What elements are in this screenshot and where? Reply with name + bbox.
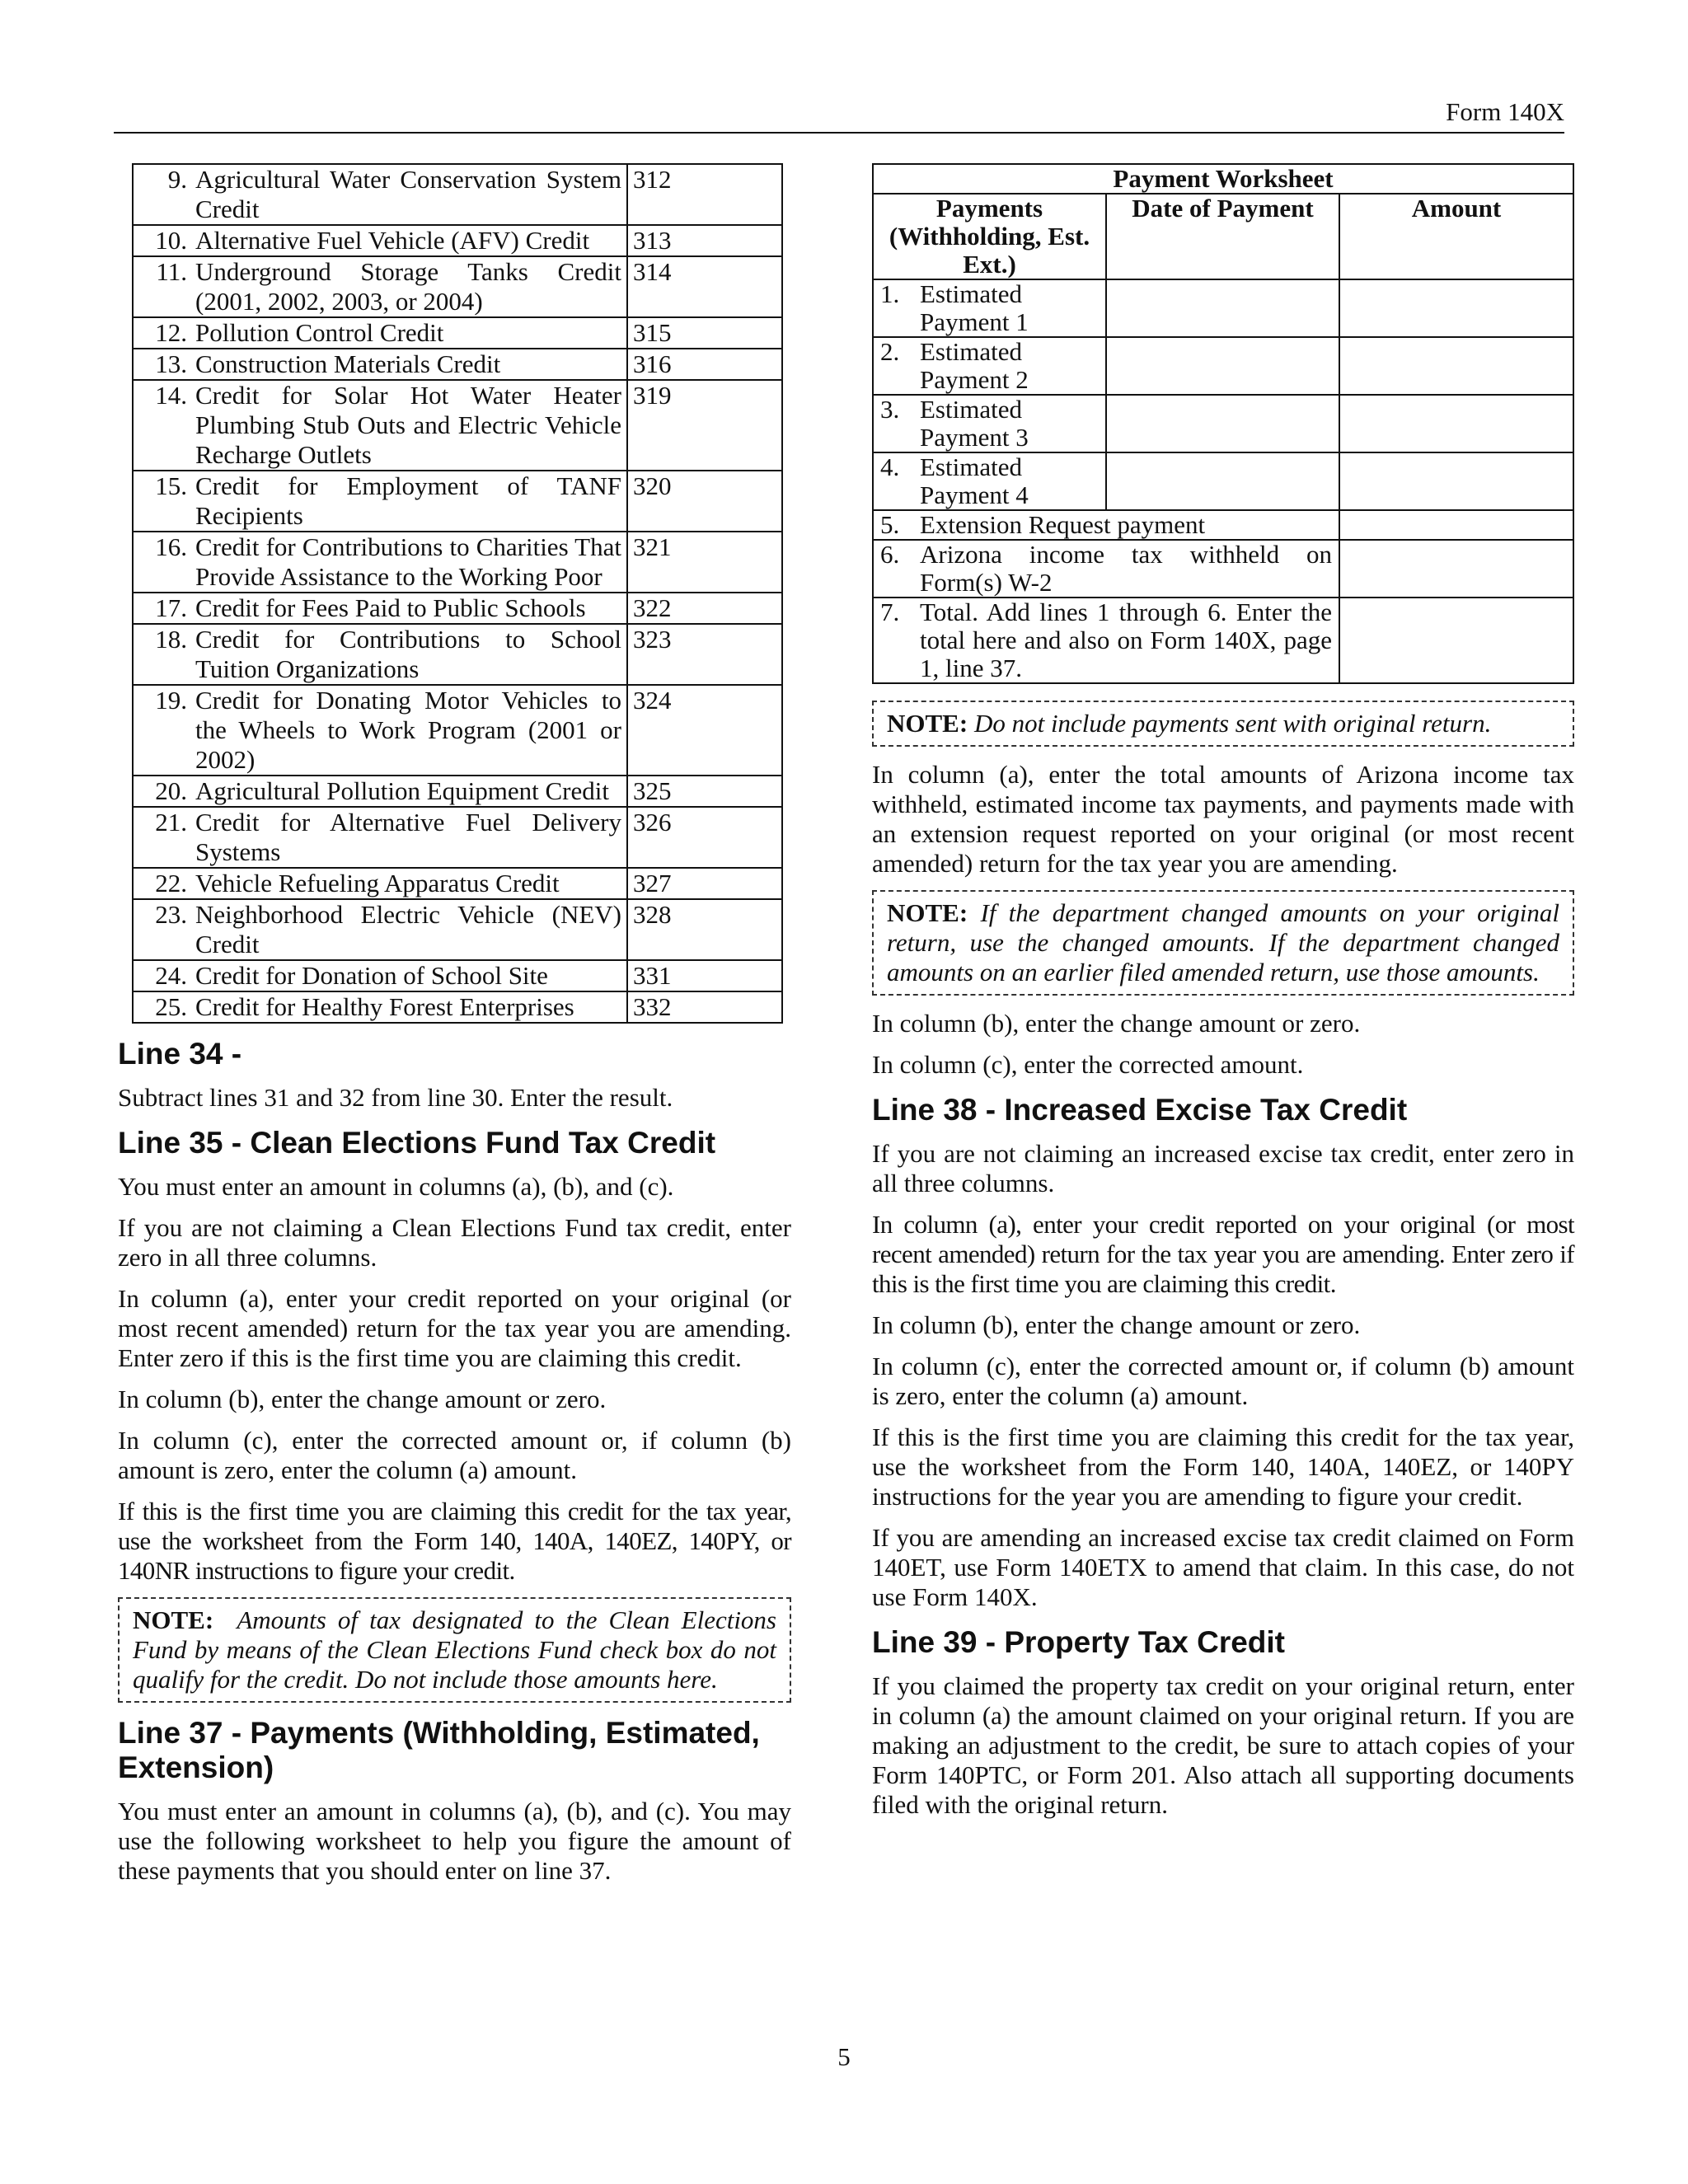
line37-p1: You must enter an amount in columns (a), (b), and (c). You may use the following worksheet to help you figure the amount of these payments that you should enter on line 37. [118, 1797, 791, 1885]
credit-name: Credit for Employment of TANF Recipients [195, 471, 621, 530]
worksheet-amount-cell[interactable] [1339, 337, 1573, 395]
credit-name: Credit for Fees Paid to Public Schools [195, 593, 586, 622]
credit-number: 25. [155, 992, 187, 1021]
credit-name-cell [133, 256, 627, 317]
credit-name: Agricultural Water Conservation System Credit [195, 165, 621, 223]
credit-name-cell [133, 349, 627, 380]
worksheet-date-cell[interactable] [1106, 395, 1339, 452]
table-row [133, 317, 782, 349]
table-row [133, 991, 782, 1023]
credit-code: 312 [627, 164, 782, 225]
worksheet-row-number: 1. [880, 279, 900, 308]
worksheet-payment-cell [873, 337, 1106, 395]
credit-number: 17. [155, 593, 187, 622]
credit-name: Credit for Contributions to School Tuition Organizations [195, 625, 621, 683]
worksheet-row [873, 279, 1573, 337]
line34-heading: Line 34 - [118, 1037, 242, 1071]
worksheet-payment-cell [873, 452, 1106, 510]
credit-name-cell [133, 991, 627, 1023]
worksheet-amount-cell[interactable] [1339, 540, 1573, 598]
worksheet-payment-cell [873, 598, 1339, 683]
worksheet-title: Payment Worksheet [873, 164, 1573, 194]
table-row [133, 349, 782, 380]
table-row [133, 685, 782, 776]
worksheet-row-label: Arizona income tax withheld on Form(s) W-2 [920, 540, 1332, 597]
credit-name-cell [133, 807, 627, 868]
credit-name: Credit for Healthy Forest Enterprises [195, 992, 574, 1021]
worksheet-row-label: Estimated Payment 4 [920, 452, 1029, 509]
credit-name: Credit for Alternative Fuel Delivery Systems [195, 808, 621, 866]
worksheet-date-cell[interactable] [1106, 279, 1339, 337]
worksheet-amount-cell[interactable] [1339, 452, 1573, 510]
credit-number: 18. [155, 625, 187, 654]
worksheet-row-label: Estimated Payment 3 [920, 395, 1029, 452]
credit-code: 319 [627, 380, 782, 471]
line38-p1: If you are not claiming an increased excise tax credit, enter zero in all three columns. [872, 1139, 1574, 1197]
credit-name-cell [133, 776, 627, 807]
worksheet-row-number: 4. [880, 452, 900, 481]
credit-number: 23. [155, 900, 187, 929]
credit-number: 19. [155, 686, 187, 715]
worksheet-payment-cell [873, 540, 1339, 598]
worksheet-row-number: 2. [880, 337, 900, 366]
header-rule [114, 132, 1564, 134]
credit-name: Credit for Solar Hot Water Heater Plumbing Stub Outs and Electric Vehicle Recharge Outlets [195, 381, 621, 469]
credit-number: 21. [155, 808, 187, 837]
credit-name-cell [133, 380, 627, 471]
credit-code: 321 [627, 532, 782, 593]
credit-code: 313 [627, 225, 782, 256]
credit-number: 11. [156, 257, 187, 286]
worksheet-col-payments: Payments (Withholding, Est. Ext.) [873, 194, 1106, 279]
credit-number: 16. [155, 532, 187, 561]
worksheet-amount-cell[interactable] [1339, 395, 1573, 452]
table-row [133, 532, 782, 593]
line38-heading: Line 38 - Increased Excise Tax Credit [872, 1093, 1408, 1127]
department-note [872, 890, 1574, 996]
line38-p3: In column (b), enter the change amount or zero. [872, 1310, 1361, 1339]
table-row [133, 471, 782, 532]
worksheet-row-number: 7. [880, 598, 900, 626]
worksheet-row-number: 6. [880, 540, 900, 569]
note-text: Do not include payments sent with original return. [973, 709, 1492, 738]
line35-p1: You must enter an amount in columns (a), (b), and (c). [118, 1172, 674, 1201]
line35-heading: Line 35 - Clean Elections Fund Tax Credit [118, 1126, 716, 1160]
worksheet-row [873, 452, 1573, 510]
worksheet-row-label: Total. Add lines 1 through 6. Enter the total here and also on Form 140X, page 1, line 37. [920, 598, 1332, 682]
credit-name-cell [133, 225, 627, 256]
right-column [872, 163, 1574, 1831]
credit-code: 320 [627, 471, 782, 532]
line35-p4: In column (b), enter the change amount or zero. [118, 1385, 607, 1413]
worksheet-row [873, 540, 1573, 598]
worksheet-date-cell[interactable] [1106, 337, 1339, 395]
table-row [133, 899, 782, 960]
note-label: NOTE: [887, 898, 968, 927]
credit-number: 14. [155, 381, 187, 410]
worksheet-payment-cell [873, 279, 1106, 337]
credit-name: Alternative Fuel Vehicle (AFV) Credit [195, 226, 590, 255]
note-text: If the department changed amounts on your original return, use the changed amounts. If the department changed amounts on an earlier filed amended return, use those amounts. [887, 898, 1559, 987]
table-row [133, 225, 782, 256]
credit-name: Credit for Donation of School Site [195, 961, 548, 990]
line35-p5: In column (c), enter the corrected amount or, if column (b) amount is zero, enter the column (a) amount. [118, 1426, 791, 1484]
credit-name-cell [133, 899, 627, 960]
credit-name: Vehicle Refueling Apparatus Credit [195, 869, 560, 898]
payment-worksheet [872, 163, 1574, 684]
note-label: NOTE: [133, 1605, 214, 1634]
credit-number: 15. [155, 471, 187, 500]
credit-name: Construction Materials Credit [195, 349, 501, 378]
credit-code: 325 [627, 776, 782, 807]
credit-name-cell [133, 317, 627, 349]
line35-p2: If you are not claiming a Clean Elections Fund tax credit, enter zero in all three columns. [118, 1213, 791, 1272]
worksheet-amount-cell[interactable] [1339, 598, 1573, 683]
line38-p5: If this is the first time you are claiming this credit for the tax year, use the worksheet from the Form 140, 140A, 140EZ, or 140PY instructions for the year you are amending to figure your credit. [872, 1422, 1574, 1511]
credit-name: Pollution Control Credit [195, 318, 444, 347]
worksheet-row-label: Estimated Payment 2 [920, 337, 1029, 394]
credit-name-cell [133, 593, 627, 624]
line37-col-c-text: In column (c), enter the corrected amount. [872, 1050, 1304, 1079]
table-row [133, 960, 782, 991]
line35-p6: If this is the first time you are claiming this credit for the tax year, use the worksheet from the Form 140, 140A, 140EZ, 140PY, or 140NR instructions to figure your credit. [118, 1497, 791, 1585]
line38-p2: In column (a), enter your credit reported on your original (or most recent amended) return for the tax year you are amending. Enter zero if this is the first time you are claiming this credit. [872, 1210, 1574, 1298]
line39-p1: If you claimed the property tax credit on your original return, enter in column (a) the amount claimed on your original return. If you are making an adjustment to the credit, be sure to attach copies of your Form 140PTC, or Form 201. Also attach all supporting documents filed with the original return. [872, 1671, 1574, 1819]
credit-code: 326 [627, 807, 782, 868]
credit-number: 22. [155, 869, 187, 898]
worksheet-date-cell[interactable] [1106, 452, 1339, 510]
table-row [133, 256, 782, 317]
worksheet-row-label: Estimated Payment 1 [920, 279, 1029, 336]
table-row [133, 776, 782, 807]
credit-code: 323 [627, 624, 782, 685]
line39-heading: Line 39 - Property Tax Credit [872, 1625, 1285, 1659]
page-number: 5 [837, 2042, 851, 2071]
form-label: Form 140X [1446, 97, 1564, 126]
line38-p4: In column (c), enter the corrected amount or, if column (b) amount is zero, enter the column (a) amount. [872, 1352, 1574, 1410]
credit-name-cell [133, 685, 627, 776]
credit-code: 314 [627, 256, 782, 317]
credit-code: 324 [627, 685, 782, 776]
credit-name-cell [133, 164, 627, 225]
credit-name: Neighborhood Electric Vehicle (NEV) Credit [195, 900, 621, 958]
credit-code: 331 [627, 960, 782, 991]
worksheet-amount-cell[interactable] [1339, 279, 1573, 337]
left-column [118, 163, 791, 1897]
credit-name: Credit for Contributions to Charities That Provide Assistance to the Working Poor [195, 532, 621, 591]
worksheet-row [873, 510, 1573, 540]
credit-name: Underground Storage Tanks Credit (2001, 2002, 2003, or 2004) [195, 257, 621, 316]
worksheet-row [873, 395, 1573, 452]
table-row [133, 380, 782, 471]
worksheet-col-date: Date of Payment [1106, 194, 1339, 279]
worksheet-row [873, 337, 1573, 395]
table-row [133, 593, 782, 624]
credits-table [132, 163, 783, 1024]
worksheet-row-label: Extension Request payment [920, 510, 1206, 539]
line35-note [118, 1597, 791, 1703]
note-text: Amounts of tax designated to the Clean Elections Fund by means of the Clean Elections Fund check box do not qualify for the credit. Do not include those amounts here. [133, 1605, 776, 1694]
worksheet-payment-cell [873, 395, 1106, 452]
credit-code: 327 [627, 868, 782, 899]
worksheet-amount-cell[interactable] [1339, 510, 1573, 540]
line37-heading: Line 37 - Payments (Withholding, Estimated, Extension) [118, 1716, 760, 1784]
credit-code: 322 [627, 593, 782, 624]
credit-code: 316 [627, 349, 782, 380]
line37-col-b-text: In column (b), enter the change amount or zero. [872, 1009, 1361, 1038]
payments-note [872, 701, 1574, 747]
line34-text: Subtract lines 31 and 32 from line 30. Enter the result. [118, 1083, 673, 1112]
note-label: NOTE: [887, 709, 968, 738]
credit-name-cell [133, 868, 627, 899]
credit-code: 332 [627, 991, 782, 1023]
worksheet-row-number: 3. [880, 395, 900, 424]
worksheet-col-amount: Amount [1339, 194, 1573, 279]
line38-p6: If you are amending an increased excise tax credit claimed on Form 140ET, use Form 140ETX to amend that claim. In this case, do not use Form 140X. [872, 1523, 1574, 1611]
credit-name-cell [133, 624, 627, 685]
table-row [133, 164, 782, 225]
worksheet-row-number: 5. [880, 510, 900, 539]
credit-code: 328 [627, 899, 782, 960]
credit-number: 12. [155, 318, 187, 347]
line35-p3: In column (a), enter your credit reported on your original (or most recent amended) return for the tax year you are amending. Enter zero if this is the first time you are claiming this credit. [118, 1284, 791, 1372]
credit-number: 13. [155, 349, 187, 378]
worksheet-payment-cell [873, 510, 1339, 540]
credit-code: 315 [627, 317, 782, 349]
line37-col-a-text: In column (a), enter the total amounts of Arizona income tax withheld, estimated income tax payments, and payments made with an extension request reported on your original (or most recent amended) return for the tax year you are amending. [872, 760, 1574, 878]
table-row [133, 868, 782, 899]
credit-number: 9. [167, 165, 187, 194]
credit-number: 10. [155, 226, 187, 255]
table-row [133, 807, 782, 868]
credit-number: 20. [155, 776, 187, 805]
credit-name-cell [133, 532, 627, 593]
credit-number: 24. [155, 961, 187, 990]
worksheet-row [873, 598, 1573, 683]
credit-name-cell [133, 471, 627, 532]
table-row [133, 624, 782, 685]
credit-name: Agricultural Pollution Equipment Credit [195, 776, 609, 805]
credit-name: Credit for Donating Motor Vehicles to the Wheels to Work Program (2001 or 2002) [195, 686, 621, 774]
credit-name-cell [133, 960, 627, 991]
